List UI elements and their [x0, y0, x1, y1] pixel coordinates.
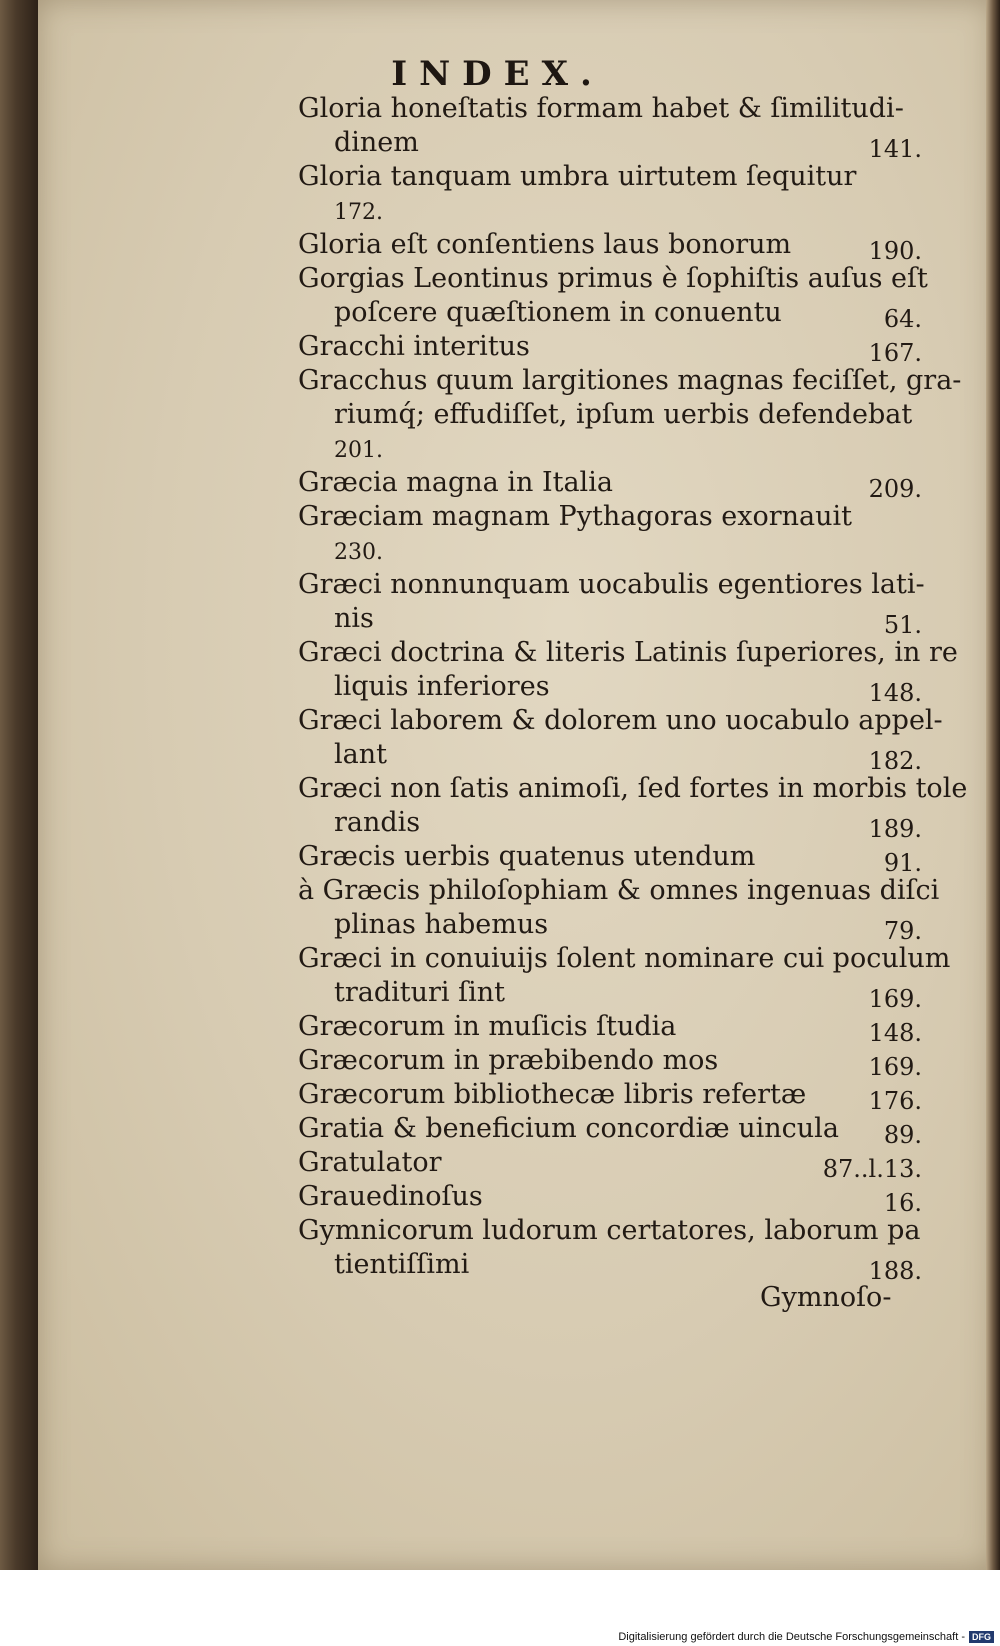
index-line-text: Græci non ſatis animoſi, ſed fortes in morbis tole	[298, 773, 968, 804]
index-line	[298, 194, 930, 228]
index-page-number: 141.	[868, 135, 922, 163]
index-line	[298, 738, 930, 775]
index-line-text: Græcia magna in Italia	[298, 467, 613, 498]
index-page-number: 51.	[883, 611, 922, 639]
digitization-footer	[618, 1631, 994, 1643]
index-page-number: 148.	[868, 679, 922, 707]
index-line-text: Græci laborem & dolorem uno uocabulo appel-	[298, 705, 943, 736]
index-page-number: 169.	[868, 1053, 922, 1081]
index-line-text: poſcere quæſtionem in conuentu	[334, 297, 782, 328]
index-line-text: Gratulator	[298, 1147, 442, 1178]
index-line	[298, 296, 930, 333]
index-page-number: 188.	[868, 1257, 922, 1285]
index-line	[298, 636, 958, 670]
index-line	[298, 568, 930, 602]
index-line-text: Gratia & beneficium concordiæ uincula	[298, 1113, 839, 1144]
index-line	[298, 330, 930, 367]
index-line	[298, 806, 930, 843]
index-line-text: tientiſſimi	[334, 1249, 470, 1280]
index-entries	[298, 92, 968, 1285]
index-line-text: Græci in conuiuijs ſolent nominare cui poculum	[298, 943, 951, 974]
index-line-text: Græci doctrina & literis Latinis ſuperiores, in re	[298, 637, 958, 668]
index-line-text: Gymnicorum ludorum certatores, laborum pa	[298, 1215, 921, 1246]
index-line	[298, 364, 962, 398]
index-line	[298, 976, 930, 1013]
index-line	[298, 1146, 930, 1183]
index-line	[298, 1248, 930, 1285]
index-line-text: 230.	[334, 540, 383, 565]
index-line	[298, 1112, 930, 1149]
index-line-text: à Græcis philoſophiam & omnes ingenuas diſci	[298, 875, 940, 906]
dfg-logo: DFG	[969, 1631, 994, 1643]
index-line	[298, 1180, 930, 1217]
index-line	[298, 1044, 930, 1081]
index-line	[298, 772, 968, 806]
page-header: INDEX.	[391, 54, 604, 94]
index-page-number: 167.	[868, 339, 922, 367]
index-page-number: 16.	[883, 1189, 922, 1217]
index-line-text: Gloria eſt conſentiens laus bonorum	[298, 229, 792, 260]
index-line	[298, 534, 930, 568]
index-line	[298, 602, 930, 639]
book-binding-edge	[0, 0, 40, 1570]
index-line-text: 172.	[334, 200, 383, 225]
index-page-number: 190.	[868, 237, 922, 265]
index-line-text: Gracchus quum largitiones magnas feciſſet, gra-	[298, 365, 962, 396]
footer-text: Digitalisierung gefördert durch die Deutsche Forschungsgemeinschaft -	[618, 1631, 965, 1643]
index-line-text: Græcis uerbis quatenus utendum	[298, 841, 756, 872]
index-page-number: 87..l.13.	[822, 1155, 922, 1183]
index-line	[298, 704, 943, 738]
index-line	[298, 670, 930, 707]
index-line-text: Gloria honeſtatis formam habet & ſimilitudi-	[298, 93, 904, 124]
index-page-number: 91.	[883, 849, 922, 877]
index-line-text: randis	[334, 807, 421, 838]
index-line	[298, 942, 951, 976]
index-line	[298, 432, 930, 466]
index-line-text: Græci nonnunquam uocabulis egentiores lati-	[298, 569, 925, 600]
index-line-text: Gorgias Leontinus primus è ſophiſtis auſus eſt	[298, 263, 928, 294]
index-line-text: Græcorum bibliothecæ libris refertæ	[298, 1079, 807, 1110]
index-line	[298, 398, 930, 432]
index-page-number: 64.	[883, 305, 922, 333]
index-line	[298, 500, 930, 534]
index-page-number: 176.	[868, 1087, 922, 1115]
index-line-text: Grauedinoſus	[298, 1181, 483, 1212]
index-line-text: dinem	[334, 127, 419, 158]
index-page-number: 189.	[868, 815, 922, 843]
index-line	[298, 228, 930, 265]
page-right-edge	[986, 0, 1000, 1570]
index-line-text: nis	[334, 603, 374, 634]
index-line	[298, 874, 940, 908]
index-page-number: 169.	[868, 985, 922, 1013]
index-line-text: plinas habemus	[334, 909, 549, 940]
index-line-text: riumq́; effudiſſet, ipſum uerbis defendebat	[334, 399, 913, 430]
index-line	[298, 908, 930, 945]
index-line	[298, 840, 930, 877]
index-line-text: Gracchi interitus	[298, 331, 530, 362]
index-line	[298, 262, 930, 296]
index-page-number: 182.	[868, 747, 922, 775]
index-line-text: Græcorum in muſicis ſtudia	[298, 1011, 677, 1042]
index-line	[298, 1078, 930, 1115]
index-line	[298, 1214, 930, 1248]
index-line	[298, 126, 930, 163]
index-page-number: 209.	[868, 475, 922, 503]
index-line-text: Græcorum in præbibendo mos	[298, 1045, 719, 1076]
index-page-number: 148.	[868, 1019, 922, 1047]
index-line-text: liquis inferiores	[334, 671, 550, 702]
index-line	[298, 160, 930, 194]
index-page-number: 89.	[883, 1121, 922, 1149]
index-line	[298, 466, 930, 503]
catchword: Gymnoſo-	[760, 1282, 892, 1313]
index-line-text: lant	[334, 739, 387, 770]
index-line-text: tradituri ſint	[334, 977, 506, 1008]
index-line	[298, 1010, 930, 1047]
index-line-text: Græciam magnam Pythagoras exornauit	[298, 501, 853, 532]
index-page-number: 79.	[883, 917, 922, 945]
index-line-text: 201.	[334, 438, 383, 463]
index-line-text: Gloria tanquam umbra uirtutem ſequitur	[298, 161, 857, 192]
index-line	[298, 92, 930, 126]
